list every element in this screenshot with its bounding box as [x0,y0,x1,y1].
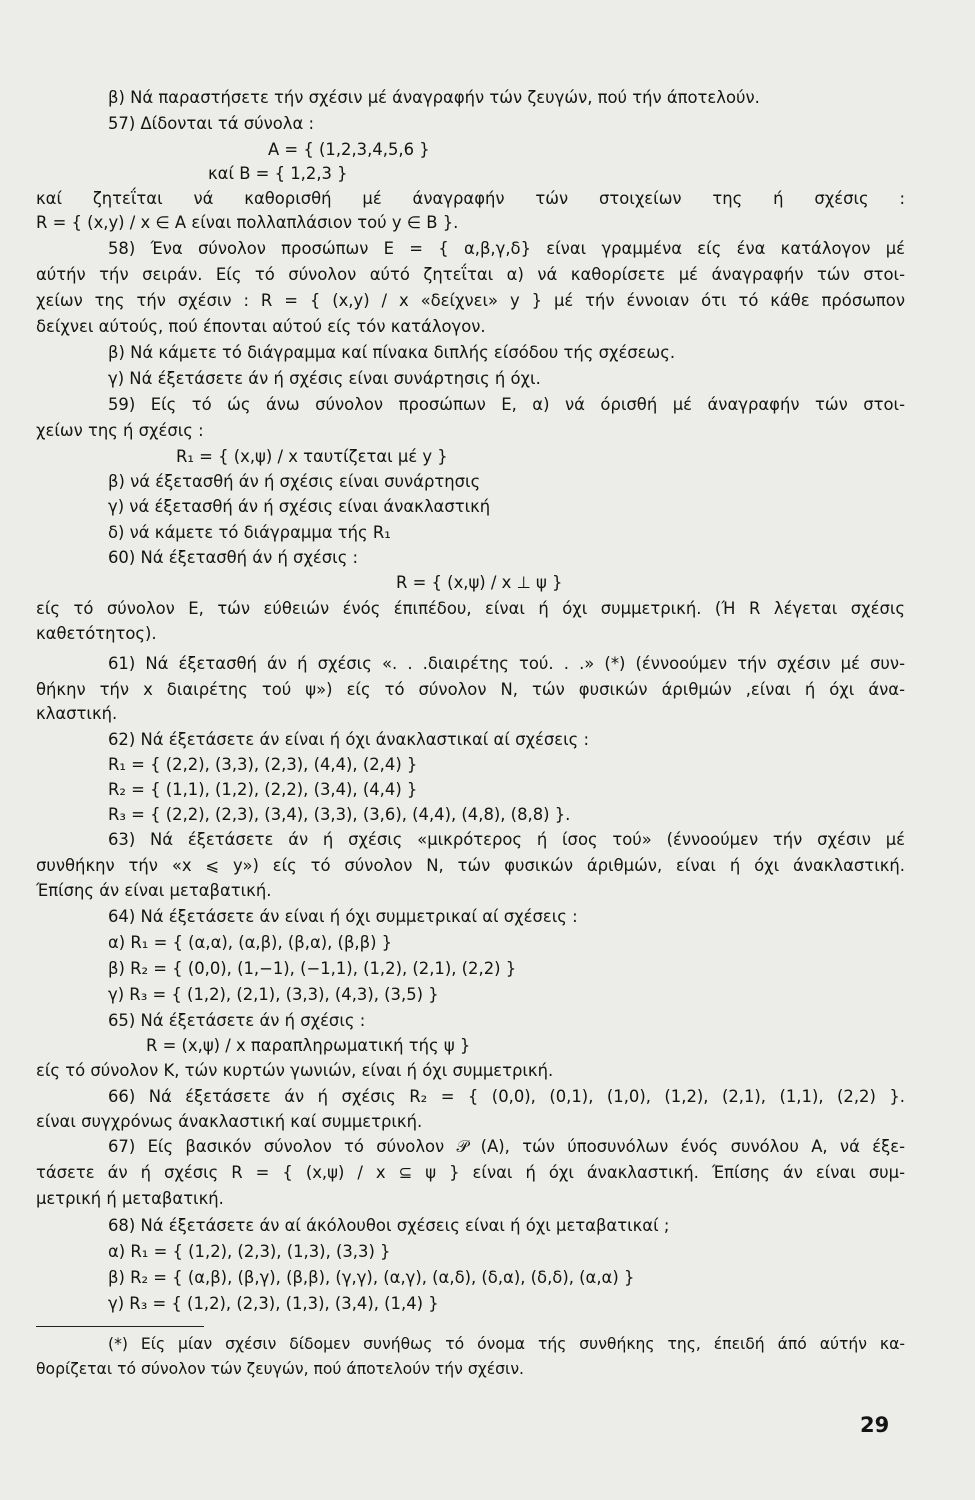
footnote-divider [36,1326,204,1327]
exercise-67-heading: 67) Είς βασικόν σύνολον τό σύνολον 𝒫 (A), τών ύποσυνόλων ένός συνόλου A, νά έξε- [108,1137,905,1156]
text-line: β) Νά παραστήσετε τήν σχέσιν μέ άναγραφήν τών ζευγών, πού τήν άποτελούν. [108,88,760,107]
text-line: τάσετε άν ή σχέσις R = { (x,ψ) / x ⊆ ψ } είναι ή όχι άνακλαστική. Έπίσης άν είναι συμ- [36,1163,905,1182]
relation-formula: γ) R₃ = { (1,2), (2,3), (1,3), (3,4), (1,4) } [108,1294,439,1313]
relation-formula: α) R₁ = { (1,2), (2,3), (1,3), (3,3) } [108,1242,391,1261]
footnote-line: (*) Είς μίαν σχέσιν δίδομεν συνήθως τό όνομα τής συνθήκης της, έπειδή άπό αύτήν κα- [108,1335,905,1353]
text-line: β) Νά κάμετε τό διάγραμμα καί πίνακα διπλής είσόδου τής σχέσεως. [108,343,676,362]
text-line: Έπίσης άν είναι μεταβατική. [36,881,272,900]
exercise-65-heading: 65) Νά έξετάσετε άν ή σχέσις : [108,1011,366,1030]
exercise-68-heading: 68) Νά έξετάσετε άν αί άκόλουθοι σχέσεις είναι ή όχι μεταβατικαί ; [108,1216,670,1235]
text-line: καί ζητεΐται νά καθορισθή μέ άναγραφήν τών στοιχείων της ή σχέσις : [36,189,905,208]
text-line: δ) νά κάμετε τό διάγραμμα τής R₁ [108,523,391,542]
relation-formula: β) R₂ = { (α,β), (β,γ), (β,β), (γ,γ), (α,γ), (α,δ), (δ,α), (δ,δ), (α,α) } [108,1268,635,1287]
relation-formula: R₃ = { (2,2), (2,3), (3,4), (3,3), (3,6), (4,4), (4,8), (8,8) }. [108,805,571,824]
exercise-60-heading: 60) Νά έξετασθή άν ή σχέσις : [108,548,359,567]
relation-formula: R = { (x,y) / x ∈ A είναι πολλαπλάσιον τού y ∈ B }. [36,213,459,232]
exercise-63-heading: 63) Νά έξετάσετε άν ή σχέσις «μικρότερος ή ίσος τού» (έννοούμεν τήν σχέσιν μέ [108,830,905,849]
text-line: γ) νά έξετασθή άν ή σχέσις είναι άνακλαστική [108,497,491,516]
page-number: 29 [860,1413,890,1437]
exercise-64-heading: 64) Νά έξετάσετε άν είναι ή όχι συμμετρικαί αί σχέσεις : [108,907,578,926]
text-line: είς τό σύνολον K, τών κυρτών γωνιών, είναι ή όχι συμμετρική. [36,1061,554,1080]
exercise-59-heading: 59) Είς τό ώς άνω σύνολον προσώπων E, α) νά όρισθή μέ άναγραφήν τών στοι- [108,395,905,414]
relation-formula: β) R₂ = { (0,0), (1,−1), (−1,1), (1,2), (2,1), (2,2) } [108,959,517,978]
exercise-61-heading: 61) Νά έξετασθή άν ή σχέσις «. . .διαιρέτης τού. . .» (*) (έννοούμεν τήν σχέσιν μέ συν- [108,654,905,673]
text-line: δείχνει αύτούς, πού έπονται αύτού είς τόν κατάλογον. [36,317,486,336]
text-line: είναι συγχρόνως άνακλαστική καί συμμετρική. [36,1112,423,1131]
text-line: θήκην τήν x διαιρέτης τού ψ») είς τό σύνολον N, τών φυσικών άριθμών ,είναι ή όχι άνα- [36,680,905,699]
set-b-definition: καί B = { 1,2,3 } [208,164,348,183]
text-line: είς τό σύνολον E, τών εύθειών ένός έπιπέδου, είναι ή όχι συμμετρική. (Ή R λέγεται σχέσις [36,599,905,618]
text-line: μετρική ή μεταβατική. [36,1189,224,1208]
exercise-62-heading: 62) Νά έξετάσετε άν είναι ή όχι άνακλαστικαί αί σχέσεις : [108,730,589,749]
relation-formula: R = { (x,ψ) / x ⊥ ψ } [396,573,563,592]
text-line: καθετότητος). [36,624,157,643]
text-line: συνθήκην τήν «x ⩽ y») είς τό σύνολον N, τών φυσικών άριθμών, είναι ή όχι άνακλαστική. [36,856,905,875]
exercise-57-heading: 57) Δίδονται τά σύνολα : [108,114,315,133]
text-line: γ) Νά έξετάσετε άν ή σχέσις είναι συνάρτησις ή όχι. [108,369,541,388]
exercise-58-heading: 58) Ένα σύνολον προσώπων E = { α,β,γ,δ} είναι γραμμένα είς ένα κατάλογον μέ [108,239,905,258]
relation-formula: α) R₁ = { (α,α), (α,β), (β,α), (β,β) } [108,933,393,952]
relation-formula: γ) R₃ = { (1,2), (2,1), (3,3), (4,3), (3,5) } [108,985,439,1004]
set-a-definition: A = { (1,2,3,4,5,6 } [268,140,430,159]
relation-formula: R₂ = { (1,1), (1,2), (2,2), (3,4), (4,4) } [108,780,418,799]
text-line: χείων της ή σχέσις : [36,421,204,440]
relation-formula: R₁ = { (2,2), (3,3), (2,3), (4,4), (2,4) } [108,755,418,774]
text-line: χείων της τήν σχέσιν : R = { (x,y) / x «δείχνει» y } μέ τήν έννοιαν ότι τό κάθε πρόσωπον [36,291,905,310]
text-line: αύτήν τήν σειράν. Είς τό σύνολον αύτό ζητεΐται α) νά καθορίσετε μέ άναγραφήν τών στοι- [36,265,905,284]
text-line: κλαστική. [36,704,118,723]
relation-formula: R = (x,ψ) / x παραπληρωματική τής ψ } [146,1036,471,1055]
footnote-line: θορίζεται τό σύνολον τών ζευγών, πού άποτελούν τήν σχέσιν. [36,1360,524,1378]
text-line: β) νά έξετασθή άν ή σχέσις είναι συνάρτησις [108,472,481,491]
relation-formula: R₁ = { (x,ψ) / x ταυτίζεται μέ y } [176,447,448,466]
exercise-66-heading: 66) Νά έξετάσετε άν ή σχέσις R₂ = { (0,0), (0,1), (1,0), (1,2), (2,1), (1,1), (2,2) }. [108,1087,905,1106]
